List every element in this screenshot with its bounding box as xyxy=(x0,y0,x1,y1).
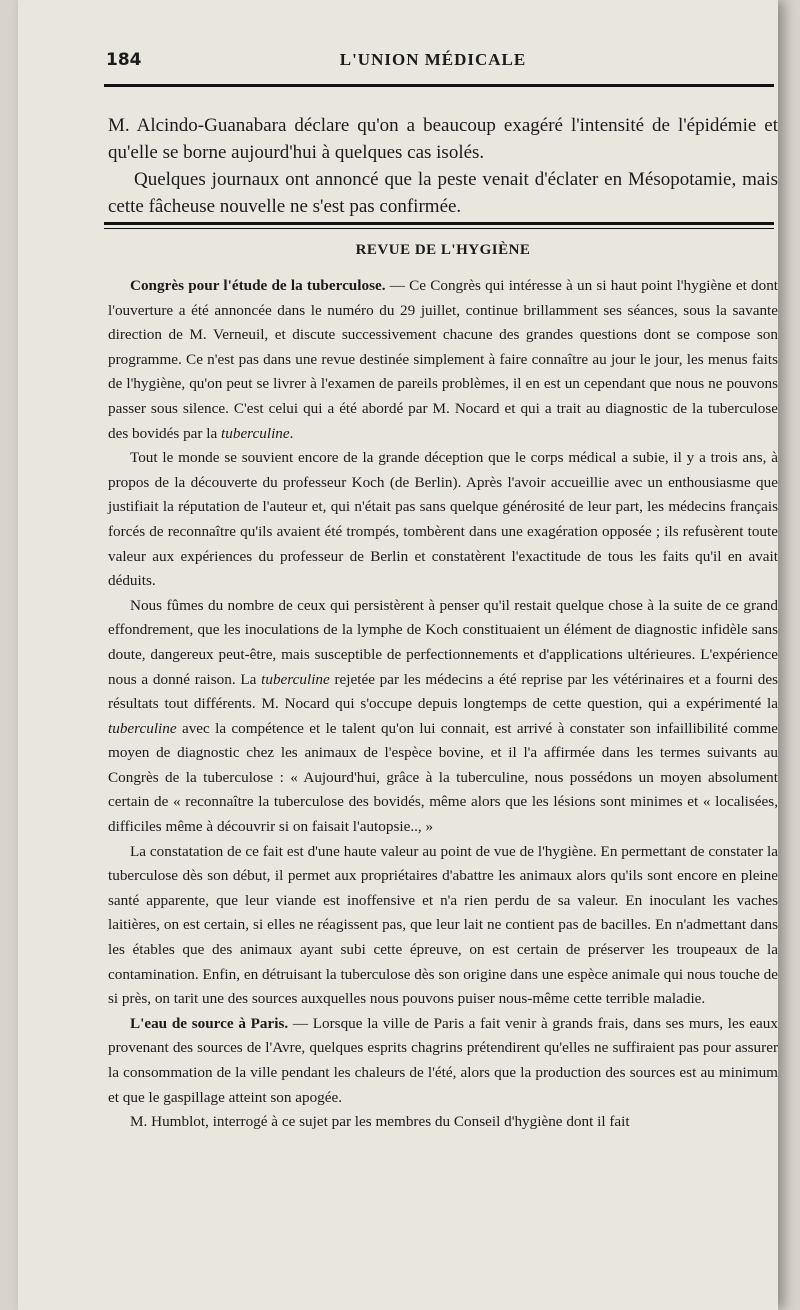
top-paragraphs xyxy=(108,112,778,220)
paragraph: Tout le monde se souvient encore de la grande déception que le corps médical a subie, il y a trois ans, à propos de la découverte du professeur Koch (de Berlin). Après l'avoir accueillie avec un enthousiasme que justifiait la réputation de l'auteur et, qui n'était pas sans quelque générosité de leur part, les médecins français forcés de reconnaître qu'ils avaient été trompés, tombèrent dans une exagération opposée ; ils refusèrent toute valeur aux expériences du professeur de Berlin et constatèrent l'exactitude de tous les faits qu'il en avait déduits. xyxy=(108,449,778,590)
paragraph: M. Humblot, interrogé à ce sujet par les membres du Conseil d'hygiène dont il fait xyxy=(130,1113,630,1131)
paragraph: Nous fûmes du nombre de ceux qui persistèrent à penser qu'il restait quelque chose à la suite de ce grand effondrement, que les inoculations de la lymphe de Koch constituaient un élément de diagnostic infidèle sans doute, dangereux peut-être, mais susceptible de perfectionnements et d'applications ultérieures. L'expérience nous a donné raison. La tuberculine rejetée par les médecins a été reprise par les vétérinaires et a fourni des résultats tout différents. M. Nocard qui s'occupe depuis longtemps de cette question, qui a expérimenté la tuberculine avec la compétence et le talent qu'on lui connait, est arrivé à constater son infaillibilité comme moyen de diagnostic chez les animaux de l'espèce bovine, et il l'a affirmée dans les termes suivants au Congrès de la tuberculose : « Aujourd'hui, grâce à la tuberculine, nous possédons un moyen absolument certain de « reconnaître la tuberculose des bovidés, même alors que les lésions sont minimes et « localisées, difficiles même à découvrir si on faisait l'autopsie.., » xyxy=(108,596,778,836)
header-rule xyxy=(104,84,774,87)
section-rule-top xyxy=(104,222,774,225)
paragraph-eau-de-source: L'eau de source à Paris. — Lorsque la ville de Paris a fait venir à grands frais, dans ses murs, les eaux provenant des sources de l'Avre, quelques esprits chagrins prétendirent qu'elles ne suffiraient pas pour assurer la consommation de la ville pendant les chaleurs de l'été, alors que la production des sources est au minimum et que le gaspillage atteint son apogée. xyxy=(108,1014,778,1106)
paragraph: La constatation de ce fait est d'une haute valeur au point de vue de l'hygiène. En permettant de constater la tuberculose dès son début, il permet aux propriétaires d'abattre les animaux alors qu'ils sont encore en pleine santé apparente, que leur viande est inoffensive et n'a rien perdu de sa valeur. En inoculant les vaches laitières, on est certain, si elles ne réagissent pas, que leur lait ne contient pas de bacilles. En n'admettant dans les étables que des animaux ayant subi cette épreuve, on est certain de préserver les troupeaux de la contamination. Enfin, en détruisant la tuberculose dès son origine dans une espèce animale qui nous touche de si près, on tarit une des sources auxquelles nous pouvons puiser nous-même cette terrible maladie. xyxy=(108,842,778,1008)
document-page xyxy=(18,0,778,1310)
page-header xyxy=(88,46,778,76)
paragraph-heading: L'eau de source à Paris. xyxy=(130,1014,289,1032)
article-body xyxy=(108,274,778,1135)
paragraph: Quelques journaux ont annoncé que la peste venait d'éclater en Mésopotamie, mais cette fâcheuse nouvelle ne s'est pas confirmée. xyxy=(108,169,778,217)
paragraph-heading: Congrès pour l'étude de la tuberculose. xyxy=(130,277,386,294)
page-number: 184 xyxy=(106,50,142,70)
paragraph-tuberculose: Congrès pour l'étude de la tuberculose. — Ce Congrès qui intéresse à un si haut point l'hygiène et dont l'ouverture a été annoncée dans le numéro du 29 juillet, continue brillamment ses séances, sous la savante direction de M. Verneuil, et discute successivement chacune des grandes questions dont se compose son programme. Ce n'est pas dans une revue destinée simplement à faire connaître au jour le jour, les menus faits de l'hygiène, qu'on peut se livrer à l'examen de pareils problèmes, il en est un cependant que nous ne pouvons passer sous silence. C'est celui qui a été abordé par M. Nocard et qui a trait au diagnostic de la tuberculose des bovidés par la tuberculine. xyxy=(108,277,779,442)
section-rule-bottom xyxy=(104,228,774,229)
running-title: L'UNION MÉDICALE xyxy=(339,50,527,69)
section-title: REVUE DE L'HYGIÈNE xyxy=(355,242,531,258)
paragraph: M. Alcindo-Guanabara déclare qu'on a beaucoup exagéré l'intensité de l'épidémie et qu'elle se borne aujourd'hui à quelques cas isolés. xyxy=(108,115,778,163)
